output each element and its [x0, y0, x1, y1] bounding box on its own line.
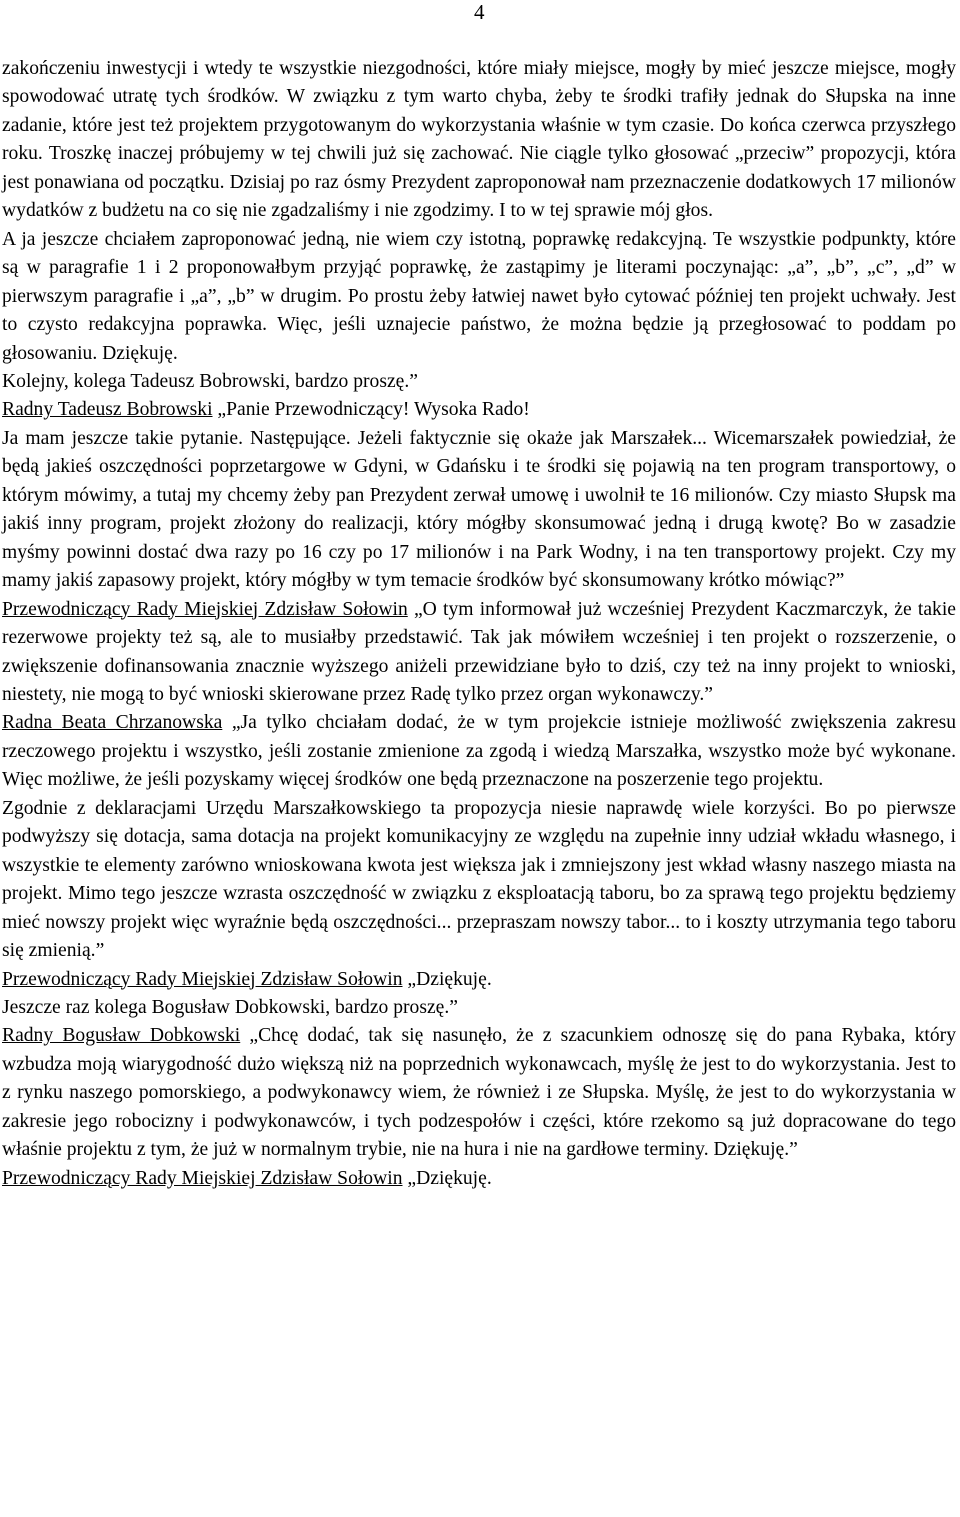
paragraph	[2, 425, 956, 596]
paragraph-text: „Dziękuję.	[402, 1167, 492, 1189]
paragraph	[2, 55, 956, 226]
speaker-name: Radny Bogusław Dobkowski	[2, 1025, 241, 1047]
paragraph	[2, 795, 956, 966]
paragraph	[2, 368, 956, 396]
paragraph-text: zakończeniu inwestycji i wtedy te wszystkie niezgodności, które miały miejsce, mogły by mieć jeszcze miejsce, mogły spowodować utratę tych środków. W związku z tym warto chyba, żeby te środki trafiły jednak do Słupska na inne zadanie, które jest też projektem przygotowanym do wykorzystania właśnie w tym czasie. Do końca czerwca przyszłego roku. Troszkę inaczej próbujemy w tej chwili już się zachować. Nie ciągle tylko głosować „przeciw” propozycji, która jest ponawiana od początku. Dzisiaj po raz ósmy Prezydent zaproponował nam przeznaczenie dodatkowych 17 milionów wydatków z budżetu na co się nie zgadzaliśmy i nie zgodzimy. I to w tej sprawie mój głos.	[2, 58, 956, 222]
paragraph-text: „Dziękuję.	[402, 968, 492, 990]
paragraph-text: Zgodnie z deklaracjami Urzędu Marszałkowskiego ta propozycja niesie naprawdę wiele korzyści. Bo po pierwsze podwyższy się dotacja, sama dotacja na projekt komunikacyjny ze względu na zupełnie inny udział wkładu własnego, i wszystkie te elementy zarówno wnioskowana kwota jest większa jak i zmniejszony jest wkład własny naszego miasta na projekt. Mimo tego jeszcze wzrasta oszczędność w związku z eksploatacją taboru, bo za sprawą tego projektu będziemy mieć nowszy projekt więc wyraźnie będą oszczędności... przepraszam nowszy tabor... to i koszty utrzymania tego taboru się zmienią.”	[2, 797, 956, 962]
paragraph-text: „Ja tylko chciałam dodać, że w tym projekcie istnieje możliwość zwiększenia zakresu rzeczowego projektu i wszystko, jeśli zostanie zmienione za zgodą i wiedzą Marszałka, wszystko może być wykonane. Więc możliwe, że jeśli pozyskamy więcej środków one będą przeznaczone na poszerzenie tego projektu.	[2, 712, 956, 791]
paragraph-text: „Panie Przewodniczący! Wysoka Rado!	[212, 399, 530, 421]
paragraph-text: A ja jeszcze chciałem zaproponować jedną, nie wiem czy istotną, poprawkę redakcyjną. Te wszystkie podpunkty, które są w paragrafie 1 i 2 proponowałbym przyjąć poprawkę, że zastąpimy je literami poczynając: „a”, „b”, „c”, „d” w pierwszym paragrafie i „a”, „b” w drugim. Po prostu żeby łatwiej nawet było cytować później ten projekt uchwały. Jest to czysto redakcyjna poprawka. Więc, jeśli uznajecie państwo, że można będzie ją przegłosować to poddam po głosowaniu. Dziękuję.	[2, 228, 956, 364]
speaker-name: Przewodniczący Rady Miejskiej Zdzisław Sołowin	[2, 968, 403, 990]
paragraph	[2, 966, 956, 994]
paragraph	[2, 1022, 956, 1164]
speaker-name: Radny Tadeusz Bobrowski	[2, 399, 213, 421]
paragraph-text: „O tym informował już wcześniej Prezydent Kaczmarczyk, że takie rezerwowe projekty też są, ale to musiałby przedstawić. Tak jak mówiłem wcześniej i ten projekt o rozszerzenie, o zwiększenie dofinansowania znacznie wyższego aniżeli przewidziane było to dziś, czy też na inny projekt to wnioski, niestety, nie mogą to być wnioski skierowane przez Radę tylko przez organ wykonawczy.”	[2, 598, 956, 705]
paragraph	[2, 226, 956, 368]
paragraph	[2, 994, 956, 1022]
paragraph-text: Jeszcze raz kolega Bogusław Dobkowski, bardzo proszę.”	[2, 996, 458, 1018]
paragraph-text: Kolejny, kolega Tadeusz Bobrowski, bardzo proszę.”	[2, 370, 418, 392]
paragraph-text: Ja mam jeszcze takie pytanie. Następujące. Jeżeli faktycznie się okaże jak Marszałek... Wicemarszałek powiedział, że będą jakieś oszczędności poprzetargowe w Gdyni, w Gdańsku i te środki się pojawią na ten program transportowy, o którym mówimy, a tutaj my chcemy żeby pan Prezydent zerwał umowę i uwolnił te 16 milionów. Czy miasto Słupsk ma jakiś inny program, projekt złożony do realizacji, który mógłby skonsumować jedną i drugą kwotę? Bo w zasadzie myśmy powinni dostać dwa razy po 16 czy po 17 milionów i na Park Wodny, i na ten transportowy projekt. Czy my mamy jakiś zapasowy projekt, który mógłby w tym temacie środków być skonsumowany krótko mówiąc?”	[2, 427, 956, 592]
paragraph-text: „Chcę dodać, tak się nasunęło, że z szacunkiem odnoszę się do pana Rybaka, który wzbudza moją wiarygodność dużo większą niż na poprzednich wykonawcach, myślę że jest to do wykorzystania. Jest to z rynku naszego pomorskiego, a podwykonawcy wiem, że również i ze Słupska. Myślę, że jest to do wykorzystania w zakresie jego robocizny i podwykonawców, i tych podzespołów i części, które rzekomo są już dopracowane do tego właśnie projektu z tym, że już w normalnym trybie, nie na hura i nie na gardłowe terminy. Dziękuję.”	[2, 1025, 956, 1161]
document-body	[2, 55, 956, 1193]
page-number: 4	[474, 0, 485, 24]
speaker-name: Przewodniczący Rady Miejskiej Zdzisław Sołowin	[2, 598, 408, 620]
paragraph	[2, 1165, 956, 1193]
paragraph	[2, 396, 956, 424]
speaker-name: Radna Beata Chrzanowska	[2, 712, 223, 734]
speaker-name: Przewodniczący Rady Miejskiej Zdzisław Sołowin	[2, 1167, 403, 1189]
paragraph	[2, 596, 956, 710]
paragraph	[2, 709, 956, 794]
